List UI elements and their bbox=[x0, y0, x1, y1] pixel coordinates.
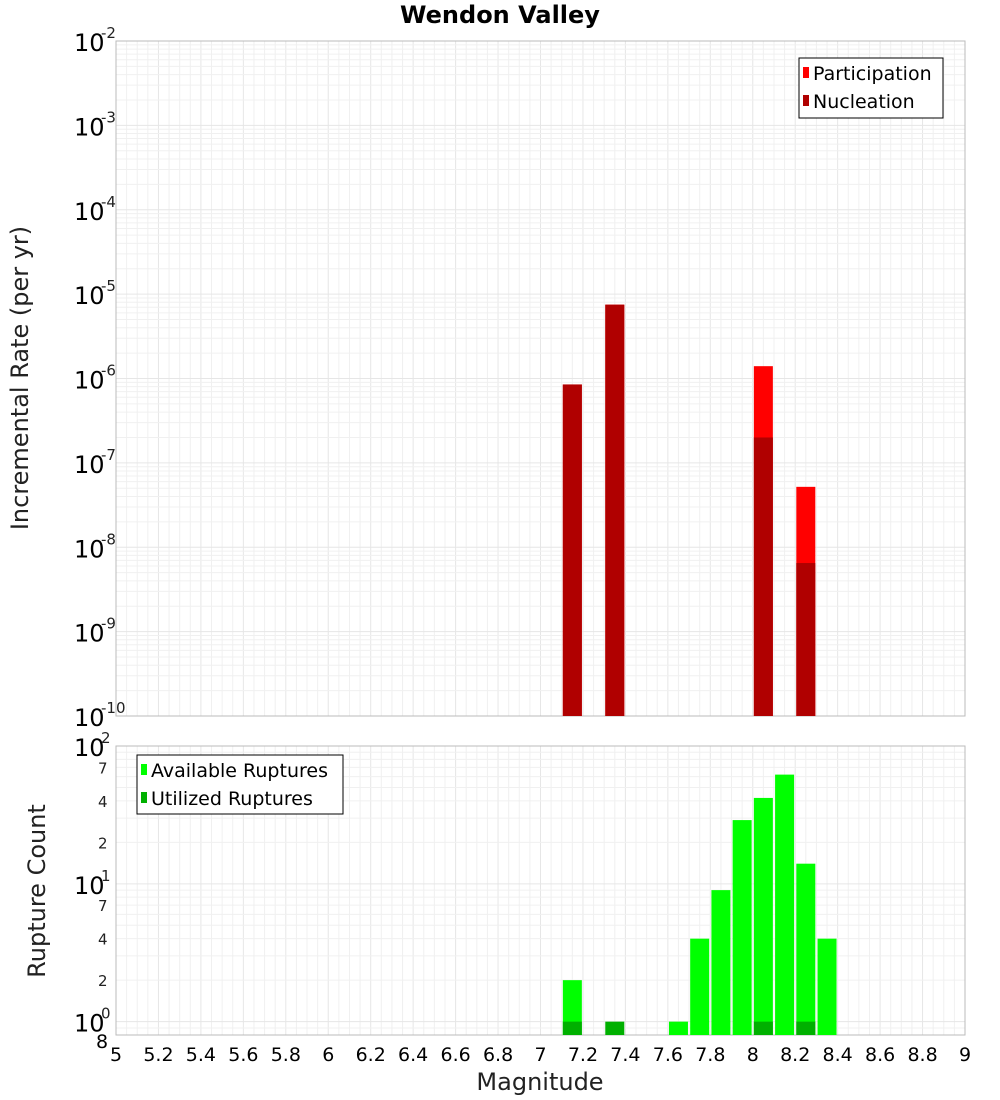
top-y-tick-exponent: -7 bbox=[101, 445, 116, 464]
bottom-y-tick-label: 10 bbox=[74, 734, 105, 762]
bottom-y-minor-label: 2 bbox=[98, 834, 108, 853]
bottom-y-axis-label: Rupture Count bbox=[23, 804, 51, 978]
top-plot bbox=[74, 24, 965, 732]
top-y-axis-label: Incremental Rate (per yr) bbox=[6, 225, 34, 531]
x-tick-label: 7.6 bbox=[652, 1044, 683, 1066]
top-y-tick-label: 10 bbox=[74, 113, 105, 142]
top-y-tick-label: 10 bbox=[74, 197, 105, 226]
available-ruptures-bar bbox=[796, 864, 815, 1035]
bottom-y-minor-label: 4 bbox=[98, 792, 108, 811]
top-y-tick-label: 10 bbox=[74, 704, 105, 732]
available-ruptures-bar bbox=[818, 939, 837, 1035]
top-y-tick-exponent: -2 bbox=[101, 24, 116, 42]
legend-label-utilized: Utilized Ruptures bbox=[151, 788, 313, 810]
bottom-y-tick-exponent: 2 bbox=[101, 729, 111, 747]
top-y-tick-exponent: -10 bbox=[101, 699, 126, 717]
nucleation-bar bbox=[563, 384, 582, 716]
x-axis-label: Magnitude bbox=[476, 1068, 604, 1096]
nucleation-bar bbox=[605, 305, 624, 716]
x-tick-label: 6 bbox=[322, 1044, 335, 1066]
legend-label-nucleation: Nucleation bbox=[813, 91, 915, 113]
legend-label-available: Available Ruptures bbox=[151, 760, 328, 782]
utilized-ruptures-bar bbox=[605, 1022, 624, 1035]
x-tick-label: 8.6 bbox=[864, 1044, 896, 1066]
bottom-y-tick-label: 10 bbox=[74, 871, 105, 900]
bottom-y-minor-label: 2 bbox=[98, 972, 108, 991]
x-tick-label: 5 bbox=[109, 1044, 123, 1066]
bottom-y-minor-label: 7 bbox=[98, 759, 108, 778]
x-tick-label: 7.8 bbox=[695, 1044, 726, 1066]
x-tick-label: 6.6 bbox=[440, 1044, 471, 1066]
top-y-tick-exponent: -9 bbox=[101, 614, 116, 633]
top-y-tick-exponent: -3 bbox=[101, 108, 116, 127]
top-y-tick-label: 10 bbox=[74, 29, 105, 57]
available-ruptures-bar bbox=[754, 798, 773, 1035]
x-tick-label: 6.2 bbox=[355, 1044, 386, 1066]
available-ruptures-bar bbox=[711, 890, 730, 1035]
x-tick-label: 6.4 bbox=[398, 1044, 429, 1066]
x-tick-label: 8.4 bbox=[822, 1044, 853, 1066]
legend-swatch-participation bbox=[803, 67, 809, 78]
bottom-y-minor-label: 4 bbox=[98, 930, 108, 949]
top-y-tick-exponent: -6 bbox=[101, 361, 116, 380]
available-ruptures-bar bbox=[690, 939, 709, 1035]
top-y-tick-exponent: -4 bbox=[101, 192, 116, 211]
available-ruptures-bar bbox=[733, 820, 752, 1035]
x-tick-label: 6.8 bbox=[482, 1044, 514, 1066]
legend-label-participation: Participation bbox=[813, 63, 932, 85]
legend-swatch-nucleation bbox=[803, 95, 809, 106]
top-y-tick-label: 10 bbox=[74, 282, 105, 311]
legend-swatch-utilized bbox=[141, 792, 147, 803]
chart-title: Wendon Valley bbox=[400, 1, 600, 29]
bottom-legend bbox=[137, 755, 343, 814]
utilized-ruptures-bar bbox=[563, 1022, 582, 1035]
x-tick-label: 7 bbox=[534, 1044, 547, 1066]
top-y-tick-exponent: -8 bbox=[101, 530, 116, 549]
top-y-tick-label: 10 bbox=[74, 450, 105, 479]
x-tick-label: 9 bbox=[958, 1044, 972, 1066]
bottom-y-tick-label: 10 bbox=[74, 1009, 105, 1038]
top-y-tick-exponent: -5 bbox=[101, 277, 116, 296]
bottom-plot bbox=[74, 729, 971, 1066]
available-ruptures-bar bbox=[775, 775, 794, 1035]
x-tick-label: 5.8 bbox=[270, 1044, 301, 1066]
bottom-y-tick-exponent: 1 bbox=[101, 866, 111, 885]
x-tick-label: 5.2 bbox=[143, 1044, 174, 1066]
x-tick-label: 7.4 bbox=[610, 1044, 641, 1066]
bottom-y-minor-label: 8 bbox=[96, 1031, 109, 1053]
top-y-tick-label: 10 bbox=[74, 535, 105, 564]
top-legend bbox=[799, 58, 943, 118]
utilized-ruptures-bar bbox=[754, 1022, 773, 1035]
utilized-ruptures-bar bbox=[796, 1022, 815, 1035]
top-y-tick-label: 10 bbox=[74, 619, 105, 648]
x-tick-label: 7.2 bbox=[567, 1044, 599, 1066]
available-ruptures-bar bbox=[669, 1022, 688, 1035]
x-tick-label: 8.8 bbox=[907, 1044, 938, 1066]
nucleation-bar bbox=[796, 563, 815, 716]
bottom-y-tick-exponent: 0 bbox=[101, 1004, 111, 1023]
x-tick-label: 5.6 bbox=[228, 1044, 259, 1066]
x-tick-label: 5.4 bbox=[185, 1044, 217, 1066]
legend-swatch-available bbox=[141, 764, 147, 775]
x-tick-label: 8 bbox=[746, 1044, 759, 1066]
top-y-tick-label: 10 bbox=[74, 366, 105, 395]
nucleation-bar bbox=[754, 437, 773, 716]
bottom-y-minor-label: 7 bbox=[98, 897, 108, 916]
x-tick-label: 8.2 bbox=[780, 1044, 811, 1066]
